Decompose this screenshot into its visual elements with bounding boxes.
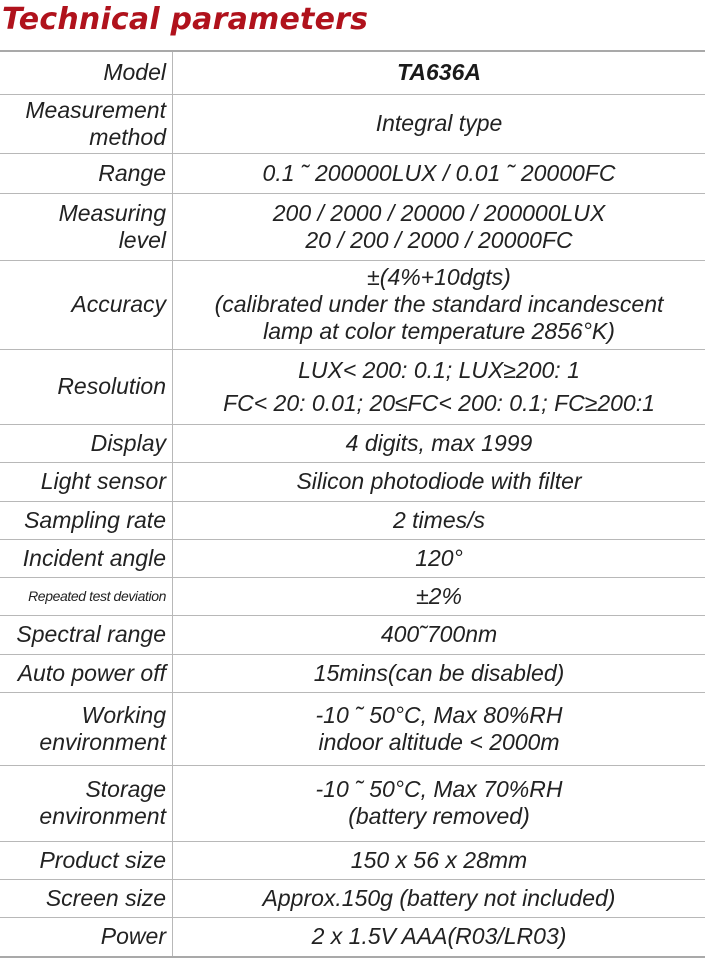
row-value-line: 4 digits, max 1999: [345, 429, 533, 456]
table-row-resolution: [0, 349, 705, 424]
page-title: Technical parameters: [2, 2, 369, 37]
row-label-line: Incident angle: [22, 544, 166, 571]
row-value-line: 150 x 56 x 28mm: [350, 846, 528, 873]
row-label-line: environment: [39, 803, 166, 829]
table-row-auto-power-off: [0, 654, 705, 692]
row-label-line: Auto power off: [17, 659, 166, 686]
row-label-line: Spectral range: [16, 621, 166, 647]
table-row-product-size: [0, 841, 705, 879]
row-label: [0, 193, 173, 260]
row-value: [173, 193, 705, 260]
row-value-line: 2 x 1.5V AAA(R03/LR03): [311, 923, 567, 950]
row-value: [173, 539, 705, 577]
row-label-line: Display: [90, 429, 166, 456]
row-label-line: Measuring: [58, 199, 166, 226]
table-row-spectral-range: [0, 615, 705, 654]
row-label-line: Repeated test deviation: [28, 587, 166, 604]
table-row-storage-environment: [0, 765, 705, 841]
row-label: [0, 879, 173, 917]
row-label: [0, 501, 173, 539]
row-value-line: (calibrated under the standard incandescent: [214, 291, 664, 317]
row-value-line: LUX< 200: 0.1; LUX≥200: 1: [298, 356, 580, 383]
row-value-line: Silicon photodiode with filter: [296, 468, 582, 494]
row-label: [0, 424, 173, 462]
row-value-line: indoor altitude < 2000m: [318, 728, 560, 755]
row-label-line: Working: [81, 701, 166, 728]
row-value-line: Approx.150g (battery not included): [262, 884, 616, 911]
table-row-measurement-method: [0, 94, 705, 153]
row-value-line: 120°: [415, 544, 463, 571]
row-value: [173, 52, 705, 94]
row-value: [173, 153, 705, 193]
row-label-line: Model: [103, 59, 166, 86]
row-value: [173, 94, 705, 153]
table-row-accuracy: [0, 260, 705, 349]
row-label: [0, 349, 173, 424]
row-label-line: Accuracy: [71, 291, 166, 317]
row-value: [173, 765, 705, 841]
row-label: [0, 539, 173, 577]
row-value-line: 15mins(can be disabled): [313, 659, 565, 686]
row-label: [0, 52, 173, 94]
model-value: TA636A: [397, 59, 481, 86]
table-row-working-environment: [0, 692, 705, 765]
row-value-line: 200 / 2000 / 20000 / 200000LUX: [272, 199, 606, 226]
table-row-light-sensor: [0, 462, 705, 501]
row-value: [173, 501, 705, 539]
row-value: [173, 654, 705, 692]
row-label-line: environment: [39, 728, 166, 755]
row-label-line: Product size: [39, 846, 166, 873]
table-row-range: [0, 153, 705, 193]
row-value: [173, 577, 705, 615]
row-label-line: Sampling rate: [24, 506, 166, 533]
table-row-sampling-rate: [0, 501, 705, 539]
row-label: [0, 615, 173, 654]
row-value-line: FC< 20: 0.01; 20≤FC< 200: 0.1; FC≥200:1: [223, 389, 655, 416]
row-value-line: ±(4%+10dgts): [367, 264, 511, 290]
row-label: [0, 765, 173, 841]
row-value-line: 400˜700nm: [380, 621, 498, 647]
row-label: [0, 917, 173, 957]
row-label: [0, 577, 173, 615]
row-value: [173, 349, 705, 424]
row-label: [0, 654, 173, 692]
row-label-line: Storage: [85, 776, 166, 802]
row-value-line: -10 ˜ 50°C, Max 70%RH: [315, 776, 563, 802]
row-value: [173, 260, 705, 349]
row-value-line: Integral type: [375, 110, 503, 136]
row-label-line: Screen size: [45, 884, 166, 911]
row-label: [0, 692, 173, 765]
table-row-incident-angle: [0, 539, 705, 577]
row-label-line: Measurement: [25, 96, 166, 123]
table-row-screen-size: [0, 879, 705, 917]
row-value-line: (battery removed): [348, 803, 530, 829]
row-value-line: -10 ˜ 50°C, Max 80%RH: [315, 701, 563, 728]
row-value-line: 2 times/s: [392, 506, 486, 533]
row-value: [173, 841, 705, 879]
row-label-line: Resolution: [57, 373, 166, 399]
row-value: [173, 692, 705, 765]
row-value: [173, 917, 705, 957]
row-label: [0, 153, 173, 193]
table-row-repeated-test-deviation: [0, 577, 705, 615]
row-label-line: level: [118, 226, 166, 253]
row-label-line: method: [89, 123, 166, 150]
table-row-model: [0, 52, 705, 94]
row-label: [0, 841, 173, 879]
row-value-line: lamp at color temperature 2856°K): [263, 318, 615, 344]
row-value: [173, 424, 705, 462]
row-value-line: 20 / 200 / 2000 / 20000FC: [305, 226, 573, 253]
row-label: [0, 94, 173, 153]
row-value: [173, 615, 705, 654]
table-row-display: [0, 424, 705, 462]
table-row-power: [0, 917, 705, 957]
row-value-line: ±2%: [416, 582, 462, 609]
technical-parameters-table: [0, 52, 705, 958]
row-value: [173, 879, 705, 917]
row-label: [0, 462, 173, 501]
row-value-line: 0.1 ˜ 200000LUX / 0.01 ˜ 20000FC: [262, 159, 616, 186]
row-label: [0, 260, 173, 349]
row-label-line: Power: [100, 923, 166, 950]
row-value: [173, 462, 705, 501]
row-label-line: Light sensor: [40, 468, 166, 494]
row-label-line: Range: [98, 159, 166, 186]
table-row-measuring-level: [0, 193, 705, 260]
